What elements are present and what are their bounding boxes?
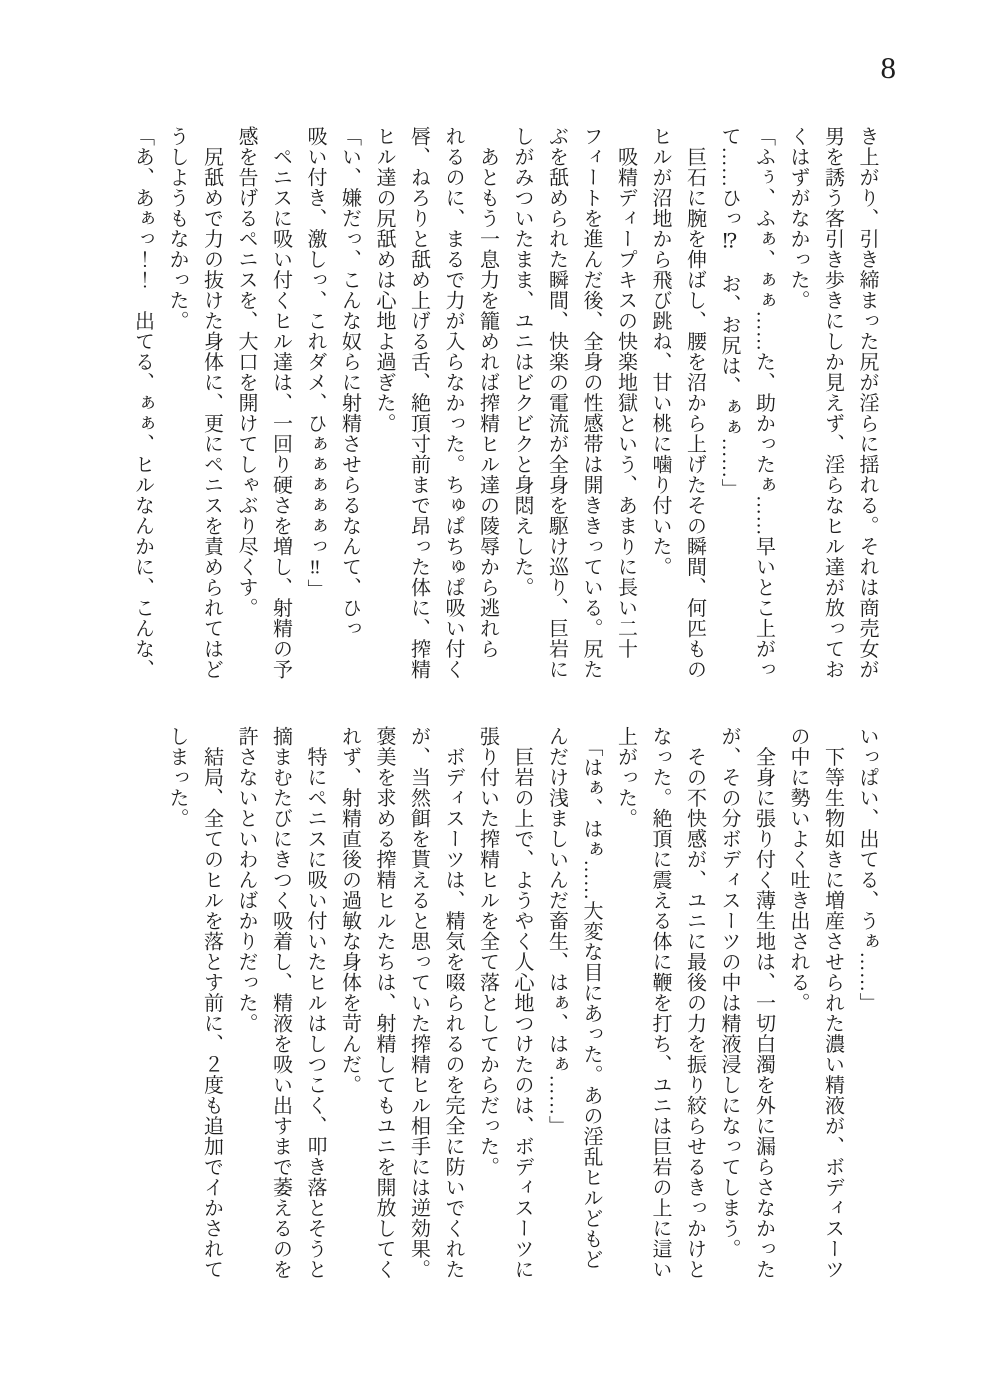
text-column: ぶを舐められた瞬間、快楽の電流が全身を駆け巡り、巨岩に bbox=[545, 126, 568, 680]
text-column: 巨石に腕を伸ばし、腰を沼から上げたその瞬間、何匹もの bbox=[683, 126, 706, 680]
text-column: 下等生物如きに増産させられた濃い精液が、ボディスーツ bbox=[821, 726, 844, 1280]
text-column: うしようもなかった。 bbox=[166, 126, 188, 331]
text-column: ボディスーツは、精気を啜られるのを完全に防いでくれた bbox=[442, 726, 464, 1280]
text-column: んだけ浅ましいんだ畜生、はぁ、はぁ……」 bbox=[545, 726, 568, 1136]
top-text-block bbox=[124, 126, 884, 686]
text-column: ヒルが沼地から飛び跳ね、甘い桃に噛り付いた。 bbox=[649, 126, 671, 577]
bottom-text-block bbox=[158, 726, 884, 1286]
text-column: 感を告げるペニスを、大口を開けてしゃぶり尽くす。 bbox=[235, 126, 257, 618]
text-column: ペニスに吸い付くヒル達は、一回り硬さを増し、射精の予 bbox=[269, 126, 292, 680]
text-column: 「はぁ、はぁ……大変な目にあった。あの淫乱ヒルどもど bbox=[580, 726, 602, 1270]
text-column: 吸い付き、激しっ、これダメ、ひぁぁぁぁぁっ‼」 bbox=[304, 126, 326, 600]
text-column: 巨岩の上で、ようやく人心地つけたのは、ボディスーツに bbox=[511, 726, 533, 1280]
text-column: なった。絶頂に震える体に鞭を打ち、ユニは巨岩の上に這い bbox=[649, 726, 671, 1280]
text-column: 褒美を求める搾精ヒルたちは、射精してもユニを開放してく bbox=[373, 726, 395, 1280]
text-column: が、その分ボディスーツの中は精液浸しになってしまう。 bbox=[718, 726, 740, 1259]
text-column: 特にペニスに吸い付いたヒルはしつこく、叩き落とそうと bbox=[304, 726, 326, 1280]
text-column: の中に勢いよく吐き出される。 bbox=[787, 726, 809, 1013]
text-column: 張り付いた搾精ヒルを全て落としてからだった。 bbox=[476, 726, 499, 1177]
text-column: 全身に張り付く薄生地は、一切白濁を外に漏らさなかった bbox=[752, 726, 775, 1280]
page-number: 8 bbox=[880, 50, 896, 85]
text-column: しまった。 bbox=[166, 726, 188, 829]
text-column: 男を誘う客引き歩きにしか見えず、淫らなヒル達が放ってお bbox=[821, 126, 844, 680]
text-column: いっぱい、出てる、うぁ……」 bbox=[856, 726, 878, 1013]
text-column: フィートを進んだ後、全身の性感帯は開ききっている。尻た bbox=[580, 126, 602, 680]
text-column: しがみついたまま、ユニはビクビクと身悶えした。 bbox=[511, 126, 533, 598]
text-column: あともう一息力を籠めれば搾精ヒル達の陵辱から逃れら bbox=[476, 126, 499, 659]
text-column: て……ひっ⁉ お、お尻は、ぁぁ……」 bbox=[718, 126, 740, 499]
text-column: 「い、嫌だっ、こんな奴らに射精させらるなんて、ひっ bbox=[338, 126, 361, 639]
text-column: ヒル達の尻舐めは心地よ過ぎた。 bbox=[373, 126, 395, 434]
text-column: き上がり、引き締まった尻が淫らに揺れる。それは商売女が bbox=[856, 126, 878, 680]
text-column: れず、射精直後の過敏な身体を苛んだ。 bbox=[338, 726, 361, 1095]
text-column: 摘まむたびにきつく吸着し、精液を吸い出すまで萎えるのを bbox=[269, 726, 292, 1280]
text-column: 「ふぅ、ふぁ、ぁぁ……た、助かったぁ……早いとこ上がっ bbox=[752, 126, 775, 680]
text-column: 結局、全てのヒルを落とす前に、２度も追加でイかされて bbox=[200, 726, 223, 1280]
text-column: 「あ、あぁっ！！ 出てる、ぁぁ、ヒルなんかに、こんな、 bbox=[131, 126, 154, 680]
text-column: 上がった。 bbox=[614, 726, 637, 829]
text-column: が、当然餌を貰えると思っていた搾精ヒル相手には逆効果。 bbox=[407, 726, 430, 1280]
text-column: れるのに、まるで力が入らなかった。ちゅぱちゅぱ吸い付く bbox=[442, 126, 464, 680]
text-column: 許さないといわんばかりだった。 bbox=[235, 726, 257, 1034]
text-column: その不快感が、ユニに最後の力を振り絞らせるきっかけと bbox=[683, 726, 706, 1280]
text-column: 尻舐めで力の抜けた身体に、更にペニスを責められてはど bbox=[200, 126, 223, 680]
text-column: 唇、ねろりと舐め上げる舌、絶頂寸前まで昂った体に、搾精 bbox=[407, 126, 430, 680]
text-column: 吸精ディープキスの快楽地獄という、あまりに長い二十 bbox=[614, 126, 637, 659]
text-column: くはずがなかった。 bbox=[787, 126, 809, 311]
